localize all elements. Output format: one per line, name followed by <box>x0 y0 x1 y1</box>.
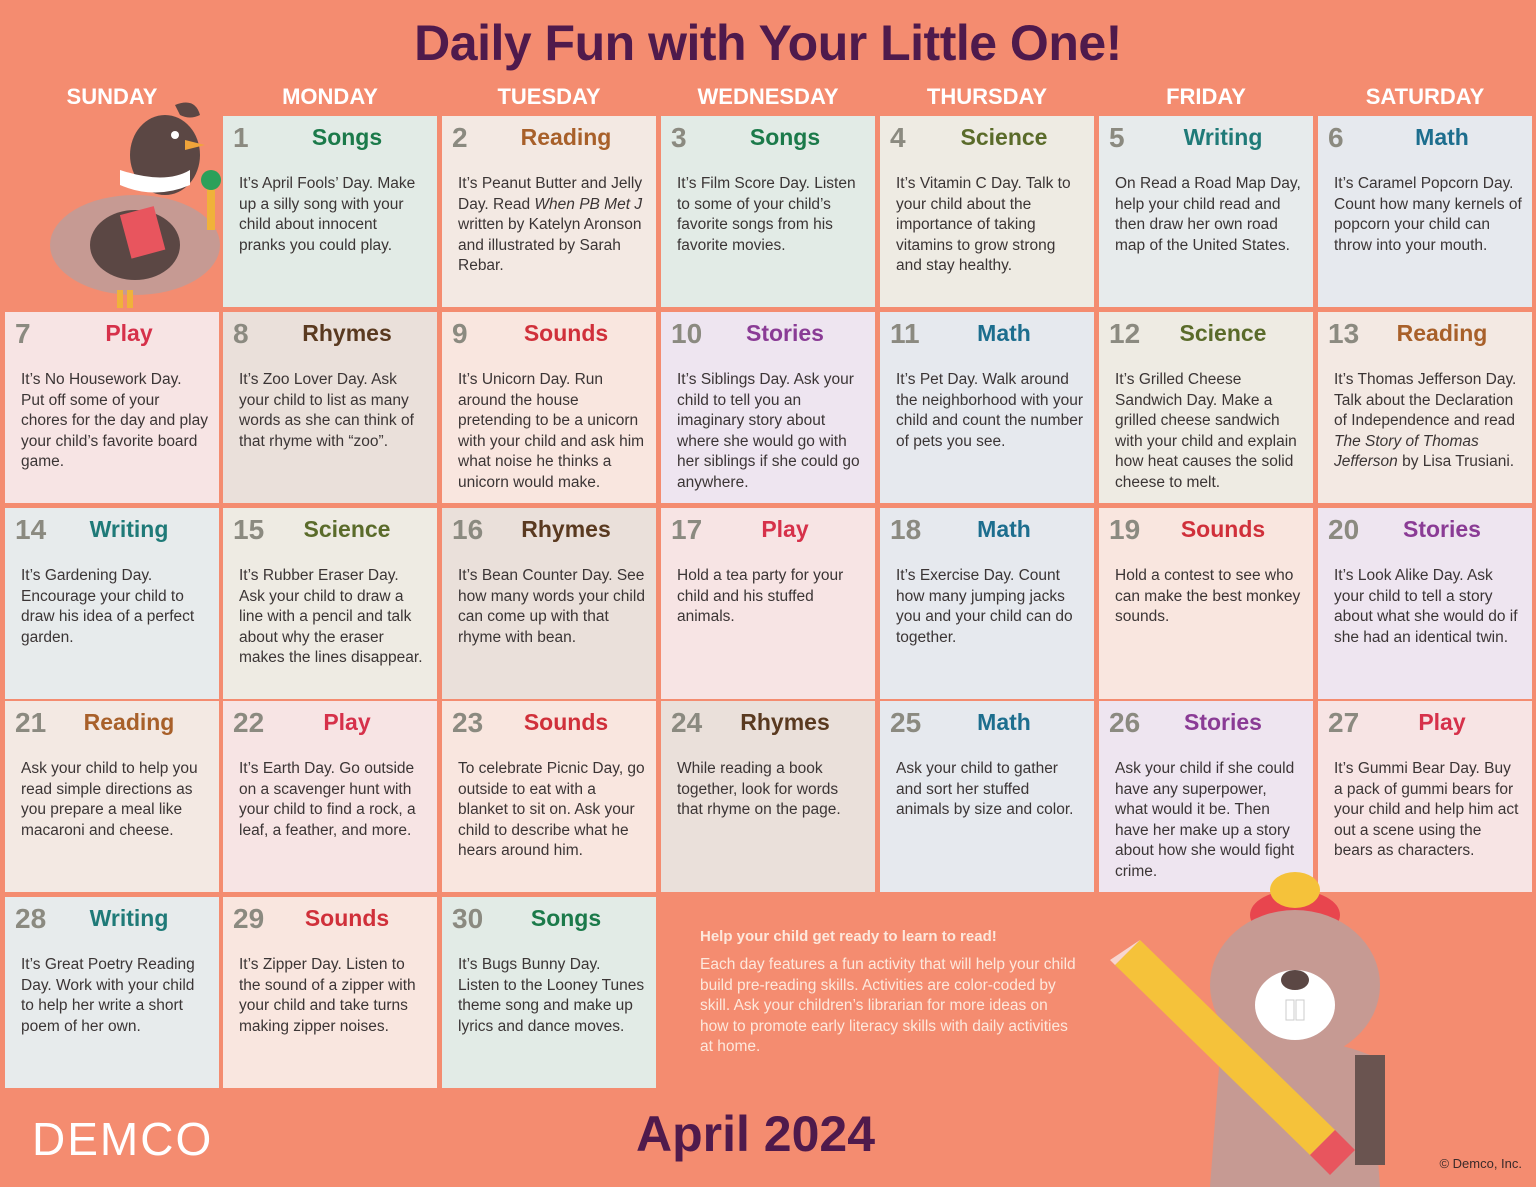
skill-label: Sounds <box>523 709 609 735</box>
calendar-day-16 <box>442 508 656 699</box>
activity-description <box>458 955 646 1037</box>
description-text: It’s Peanut Butter and Jelly Day. Read <box>458 175 643 213</box>
day-number: 3 <box>671 122 687 153</box>
description-text: Hold a contest to see who can make the best monkey sounds. <box>1115 567 1301 625</box>
activity-description <box>1334 566 1522 648</box>
book-title: When PB Met J <box>534 195 643 213</box>
skill-label: Sounds <box>523 320 609 346</box>
description-text: It’s Zoo Lover Day. Ask your child to list as many words as she can think of that rhyme with “zoo”. <box>239 371 414 450</box>
day-number: 19 <box>1109 514 1141 545</box>
activity-description <box>677 759 865 821</box>
day-number: 29 <box>233 903 265 934</box>
calendar-day-7 <box>5 312 219 503</box>
calendar-day-29 <box>223 897 437 1088</box>
activity-description <box>239 174 427 256</box>
description-text: It’s Rubber Eraser Day. Ask your child to draw a line with a pencil and talk about why the eraser makes the lines disappear. <box>239 567 423 666</box>
skill-label: Songs <box>749 124 821 150</box>
day-number: 16 <box>452 514 484 545</box>
copyright: © Demco, Inc. <box>1439 1156 1522 1171</box>
description-text: It’s Great Poetry Reading Day. Work with your child to help her write a short poem of her own. <box>21 956 195 1035</box>
activity-description <box>239 370 427 452</box>
info-panel <box>700 928 1080 1058</box>
skill-label: Writing <box>89 905 169 931</box>
description-text: It’s Bugs Bunny Day. Listen to the Looney Tunes theme song and make up lyrics and dance moves. <box>458 956 645 1035</box>
description-text: by Lisa Trusiani. <box>1397 453 1515 470</box>
activity-description <box>458 370 646 493</box>
calendar-day-21 <box>5 701 219 892</box>
activity-description <box>239 955 427 1037</box>
day-header-tuesday: TUESDAY <box>497 84 601 109</box>
activity-description <box>21 566 209 648</box>
day-header-saturday: SATURDAY <box>1365 84 1485 109</box>
calendar-day-2 <box>442 116 656 307</box>
description-text: It’s Bean Counter Day. See how many words your child can come up with that rhyme with bean. <box>458 567 645 646</box>
skill-label: Math <box>977 516 1031 542</box>
day-number: 22 <box>233 707 265 738</box>
activity-description <box>1334 759 1522 862</box>
calendar-day-20 <box>1318 508 1532 699</box>
activity-description <box>1115 174 1303 256</box>
calendar-day-14 <box>5 508 219 699</box>
activity-description <box>677 566 865 628</box>
description-text: Hold a tea party for your child and his stuffed animals. <box>677 567 844 625</box>
skill-label: Writing <box>1183 124 1263 150</box>
activity-description <box>21 759 209 841</box>
info-heading: Help your child get ready to learn to read! <box>700 928 997 945</box>
skill-label: Play <box>323 709 371 735</box>
activity-description <box>896 370 1084 452</box>
calendar-day-1 <box>223 116 437 307</box>
activity-description <box>677 174 865 256</box>
day-number: 27 <box>1328 707 1360 738</box>
day-number: 28 <box>15 903 47 934</box>
description-text: Ask your child if she could have any superpower, what would it be. Then have her make up a story about how she would fight crime. <box>1115 760 1295 880</box>
skill-label: Rhymes <box>302 320 392 346</box>
demco-logo: DEMCO <box>32 1113 214 1165</box>
day-number: 2 <box>452 122 468 153</box>
activity-description <box>21 370 209 473</box>
description-text: It’s Caramel Popcorn Day. Count how many kernels of popcorn your child can throw into your mouth. <box>1334 175 1522 254</box>
activity-description <box>896 759 1084 821</box>
description-text: It’s Siblings Day. Ask your child to tell you an imaginary story about where she would go with her siblings if she could go anywhere. <box>677 371 860 491</box>
day-number: 26 <box>1109 707 1141 738</box>
activity-description <box>458 759 646 862</box>
description-text: It’s Unicorn Day. Run around the house pretending to be a unicorn with your child and ask him what noise he thinks a unicorn would make. <box>458 371 645 491</box>
day-number: 4 <box>890 122 906 153</box>
skill-label: Science <box>303 516 391 542</box>
day-number: 17 <box>671 514 703 545</box>
day-header-friday: FRIDAY <box>1166 84 1246 109</box>
description-text: It’s Gummi Bear Day. Buy a pack of gummi bears for your child and help him act out a scene using the bears as characters. <box>1334 760 1519 859</box>
day-header-wednesday: WEDNESDAY <box>697 84 839 109</box>
description-text: It’s Thomas Jefferson Day. Talk about the Declaration of Independence and read <box>1334 371 1517 429</box>
calendar-day-24 <box>661 701 875 892</box>
calendar-day-19 <box>1099 508 1313 699</box>
skill-label: Math <box>977 709 1031 735</box>
skill-label: Math <box>977 320 1031 346</box>
day-number: 11 <box>890 318 920 349</box>
activity-description <box>239 566 427 669</box>
activity-description <box>677 370 865 493</box>
calendar-day-13 <box>1318 312 1532 503</box>
calendar-day-4 <box>880 116 1094 307</box>
day-number: 24 <box>671 707 703 738</box>
day-number: 8 <box>233 318 249 349</box>
skill-label: Reading <box>1396 320 1488 346</box>
info-body: Each day features a fun activity that will help your child build pre-reading skills. Activities are color-coded by skill. Ask your children’s librarian for more ideas on how to promote early literacy skills with daily activities at home. <box>700 956 1076 1055</box>
skill-label: Stories <box>1184 709 1262 735</box>
day-header-monday: MONDAY <box>282 84 378 109</box>
description-text: Ask your child to help you read simple directions as you prepare a meal like macaroni and cheese. <box>21 760 198 839</box>
skill-label: Reading <box>520 124 612 150</box>
calendar-day-9 <box>442 312 656 503</box>
description-text: It’s Grilled Cheese Sandwich Day. Make a grilled cheese sandwich with your child and explain how heat causes the solid cheese to melt. <box>1115 371 1297 491</box>
skill-label: Play <box>761 516 809 542</box>
description-text: It’s Gardening Day. Encourage your child to draw his idea of a perfect garden. <box>21 567 195 646</box>
description-text: written by Katelyn Aronson and illustrated by Sarah Rebar. <box>458 216 642 274</box>
activity-description <box>1115 370 1303 493</box>
skill-label: Sounds <box>304 905 390 931</box>
calendar-day-22 <box>223 701 437 892</box>
description-text: It’s No Housework Day. Put off some of your chores for the day and play your child’s favorite board game. <box>21 371 208 470</box>
calendar-day-6 <box>1318 116 1532 307</box>
day-number: 14 <box>15 514 47 545</box>
skill-label: Math <box>1415 124 1469 150</box>
activity-description <box>896 174 1084 277</box>
description-text: It’s Pet Day. Walk around the neighborhood with your child and count the number of pets you see. <box>896 371 1083 450</box>
calendar-day-23 <box>442 701 656 892</box>
day-header-thursday: THURSDAY <box>926 84 1048 109</box>
calendar-day-8 <box>223 312 437 503</box>
skill-label: Stories <box>746 320 824 346</box>
activity-description <box>896 566 1084 648</box>
skill-label: Sounds <box>1180 516 1266 542</box>
description-text: It’s Film Score Day. Listen to some of your child’s favorite songs from his favorite movies. <box>677 175 856 254</box>
day-number: 25 <box>890 707 922 738</box>
day-number: 18 <box>890 514 922 545</box>
activity-description <box>21 955 209 1037</box>
skill-label: Play <box>105 320 153 346</box>
activity-description <box>458 174 646 277</box>
day-number: 13 <box>1328 318 1360 349</box>
skill-label: Rhymes <box>521 516 611 542</box>
day-number: 10 <box>671 318 703 349</box>
activity-description <box>239 759 427 841</box>
day-number: 21 <box>15 707 47 738</box>
day-number: 15 <box>233 514 265 545</box>
calendar-day-17 <box>661 508 875 699</box>
description-text: To celebrate Picnic Day, go outside to eat with a blanket to sit on. Ask your child to describe what he hears around him. <box>458 760 645 859</box>
description-text: It’s Exercise Day. Count how many jumping jacks you and your child can do together. <box>896 567 1073 646</box>
skill-label: Songs <box>530 905 602 931</box>
calendar-day-28 <box>5 897 219 1088</box>
description-text: It’s April Fools’ Day. Make up a silly song with your child about innocent pranks you could play. <box>239 175 416 254</box>
day-header-sunday: SUNDAY <box>66 84 158 109</box>
calendar-day-12 <box>1099 312 1313 503</box>
day-number: 23 <box>452 707 484 738</box>
beaver-with-pencil-illustration-icon <box>1110 855 1440 1187</box>
book-title: The Story of Thomas Jefferson <box>1334 432 1479 470</box>
description-text: It’s Earth Day. Go outside on a scavenger hunt with your child to find a rock, a leaf, a feather, and more. <box>239 760 416 839</box>
activity-description <box>458 566 646 648</box>
quail-illustration-icon <box>25 95 225 310</box>
calendar-day-18 <box>880 508 1094 699</box>
skill-label: Rhymes <box>740 709 830 735</box>
calendar-day-10 <box>661 312 875 503</box>
calendar-day-30 <box>442 897 656 1088</box>
calendar-day-5 <box>1099 116 1313 307</box>
calendar-day-11 <box>880 312 1094 503</box>
day-number: 6 <box>1328 122 1344 153</box>
day-number: 1 <box>233 122 249 153</box>
day-number: 7 <box>15 318 31 349</box>
day-number: 9 <box>452 318 468 349</box>
description-text: While reading a book together, look for words that rhyme on the page. <box>677 760 841 818</box>
description-text: It’s Zipper Day. Listen to the sound of a zipper with your child and take turns making zipper noises. <box>239 956 416 1035</box>
skill-label: Science <box>1179 320 1267 346</box>
activity-description <box>1115 566 1303 628</box>
month-label: April 2024 <box>636 1106 876 1162</box>
description-text: It’s Vitamin C Day. Talk to your child about the importance of taking vitamins to grow strong and stay healthy. <box>896 175 1071 274</box>
skill-label: Play <box>1418 709 1466 735</box>
calendar-day-3 <box>661 116 875 307</box>
calendar-day-25 <box>880 701 1094 892</box>
activity-description <box>1334 370 1522 473</box>
day-number: 30 <box>452 903 484 934</box>
activity-description <box>1334 174 1522 256</box>
calendar-day-15 <box>223 508 437 699</box>
skill-label: Reading <box>83 709 175 735</box>
skill-label: Songs <box>311 124 383 150</box>
day-number: 20 <box>1328 514 1360 545</box>
skill-label: Stories <box>1403 516 1481 542</box>
description-text: Ask your child to gather and sort her stuffed animals by size and color. <box>896 760 1074 818</box>
description-text: It’s Look Alike Day. Ask your child to tell a story about what she would do if she had an identical twin. <box>1334 567 1518 646</box>
skill-label: Science <box>960 124 1048 150</box>
day-number: 5 <box>1109 122 1125 153</box>
skill-label: Writing <box>89 516 169 542</box>
page-title: Daily Fun with Your Little One! <box>414 15 1122 71</box>
day-number: 12 <box>1109 318 1141 349</box>
description-text: On Read a Road Map Day, help your child read and then draw her own road map of the United States. <box>1115 175 1301 254</box>
